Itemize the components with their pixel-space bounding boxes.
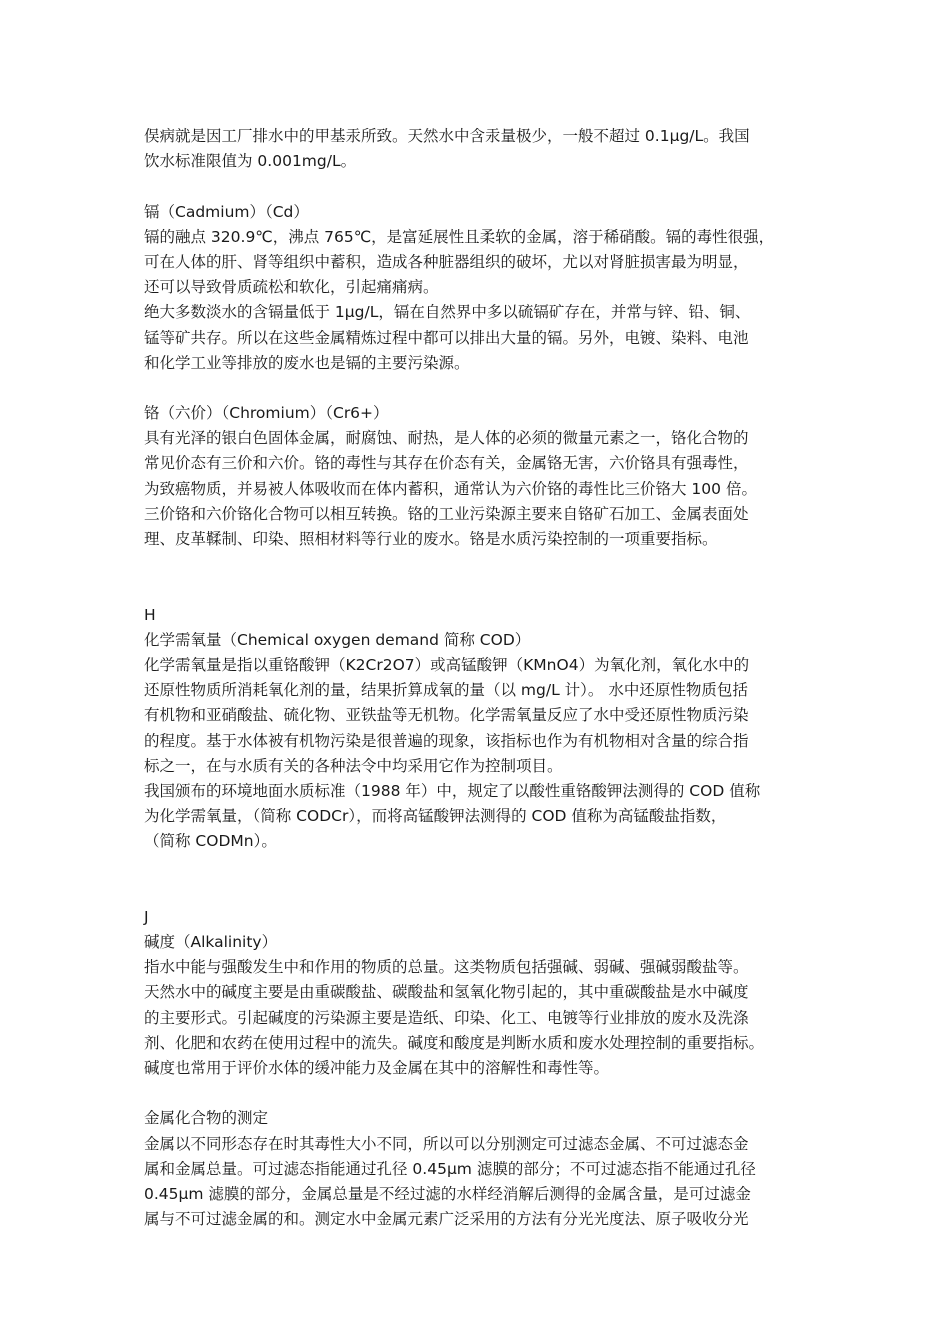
text-line: 具有光泽的银白色固体金属，耐腐蚀、耐热，是人体的必须的微量元素之一，铬化合物的: [144, 429, 749, 448]
text-line: 标之一，在与水质有关的各种法令中均采用它作为控制项目。: [144, 756, 563, 775]
text-line: 饮水标准限值为 0.001mg/L。: [144, 152, 357, 171]
text-line: 镉（Cadmium）（Cd）: [144, 202, 309, 221]
text-line: 为化学需氧量，（简称 CODCr），而将高锰酸钾法测得的 COD 值称为高锰酸盐指数，: [144, 807, 727, 826]
text-line: 三价铬和六价铬化合物可以相互转换。铬的工业污染源主要来自铬矿石加工、金属表面处: [144, 504, 749, 523]
text-line: 和化学工业等排放的废水也是镉的主要污染源。: [144, 353, 470, 372]
text-line: 化学需氧量（Chemical oxygen demand 简称 COD）: [144, 630, 531, 649]
paragraph: [144, 225, 816, 301]
paragraph: [144, 1106, 816, 1131]
paragraph-spacer: [144, 552, 816, 602]
text-line: 化学需氧量是指以重铬酸钾（K2Cr2O7）或高锰酸钾（KMnO4）为氧化剂，氧化水中的: [144, 655, 750, 674]
text-line: 还可以导致骨质疏松和软化，引起痛痛病。: [144, 278, 439, 297]
text-line: 金属化合物的测定: [144, 1109, 269, 1128]
text-line: 剂、化肥和农药在使用过程中的流失。碱度和酸度是判断水质和废水处理控制的重要指标。: [144, 1033, 765, 1052]
text-line: 还原性物质所消耗氧化剂的量，结果折算成氧的量（以 mg/L 计）。 水中还原性物质包括: [144, 681, 748, 700]
text-line: J: [144, 907, 149, 926]
text-line: 属与不可过滤金属的和。测定水中金属元素广泛采用的方法有分光光度法、原子吸收分光: [144, 1210, 749, 1229]
paragraph-spacer: [144, 854, 816, 904]
paragraph: [144, 300, 816, 376]
text-line: 指水中能与强酸发生中和作用的物质的总量。这类物质包括强碱、弱碱、强碱弱酸盐等。: [144, 958, 749, 977]
text-line: 的主要形式。引起碱度的污染源主要是造纸、印染、化工、电镀等行业排放的废水及洗涤: [144, 1008, 749, 1027]
text-line: 可在人体的肝、肾等组织中蓄积，造成各种脏器组织的破坏，尤以对肾脏损害最为明显，: [144, 252, 749, 271]
text-line: 有机物和亚硝酸盐、硫化物、亚铁盐等无机物。化学需氧量反应了水中受还原性物质污染: [144, 706, 749, 725]
text-line: 我国颁布的环境地面水质标准（1988 年）中，规定了以酸性重铬酸钾法测得的 COD 值称: [144, 781, 761, 800]
paragraph: [144, 401, 816, 426]
paragraph-spacer: [144, 376, 816, 401]
text-line: 碱度（Alkalinity）: [144, 933, 278, 952]
document-page: [144, 124, 816, 1232]
text-line: 天然水中的碱度主要是由重碳酸盐、碳酸盐和氢氧化物引起的，其中重碳酸盐是水中碱度: [144, 983, 749, 1002]
text-line: 属和金属总量。可过滤态指能通过孔径 0.45μm 滤膜的部分；不可过滤态指不能通过孔径: [144, 1159, 756, 1178]
paragraph: [144, 628, 816, 653]
text-line: 碱度也常用于评价水体的缓冲能力及金属在其中的溶解性和毒性等。: [144, 1058, 610, 1077]
text-line: 常见价态有三价和六价。铬的毒性与其存在价态有关，金属铬无害，六价铬具有强毒性，: [144, 454, 749, 473]
paragraph: [144, 930, 816, 955]
text-line: 俣病就是因工厂排水中的甲基汞所致。天然水中含汞量极少，一般不超过 0.1μg/L。我国: [144, 127, 750, 145]
paragraph-spacer: [144, 174, 816, 199]
text-line: 0.45μm 滤膜的部分，金属总量是不经过滤的水样经消解后测得的金属含量，是可过滤金: [144, 1184, 751, 1203]
paragraph-spacer: [144, 1081, 816, 1106]
paragraph: [144, 426, 816, 552]
paragraph: [144, 653, 816, 779]
paragraph: [144, 905, 816, 930]
paragraph: [144, 955, 816, 1081]
text-line: 锰等矿共存。所以在这些金属精炼过程中都可以排出大量的镉。另外，电镀、染料、电池: [144, 328, 749, 347]
text-line: 铬（六价）（Chromium）（Cr6+）: [144, 404, 389, 423]
paragraph: [144, 124, 816, 174]
paragraph: [144, 200, 816, 225]
text-line: 的程度。基于水体被有机物污染是很普遍的现象，该指标也作为有机物相对含量的综合指: [144, 731, 749, 750]
paragraph: [144, 1132, 816, 1233]
text-line: H: [144, 605, 156, 624]
text-line: 理、皮革鞣制、印染、照相材料等行业的废水。铬是水质污染控制的一项重要指标。: [144, 530, 718, 548]
text-line: 为致癌物质，并易被人体吸收而在体内蓄积，通常认为六价铬的毒性比三价铬大 100 倍。: [144, 479, 757, 498]
text-line: （简称 CODMn）。: [144, 832, 277, 851]
paragraph: [144, 779, 816, 855]
paragraph: [144, 603, 816, 628]
text-line: 镉的融点 320.9℃，沸点 765℃，是富延展性且柔软的金属，溶于稀硝酸。镉的毒性很强，: [144, 227, 775, 246]
text-line: 金属以不同形态存在时其毒性大小不同，所以可以分别测定可过滤态金属、不可过滤态金: [144, 1134, 749, 1153]
text-line: 绝大多数淡水的含镉量低于 1μg/L，镉在自然界中多以硫镉矿存在，并常与锌、铅、铜、: [144, 303, 751, 322]
